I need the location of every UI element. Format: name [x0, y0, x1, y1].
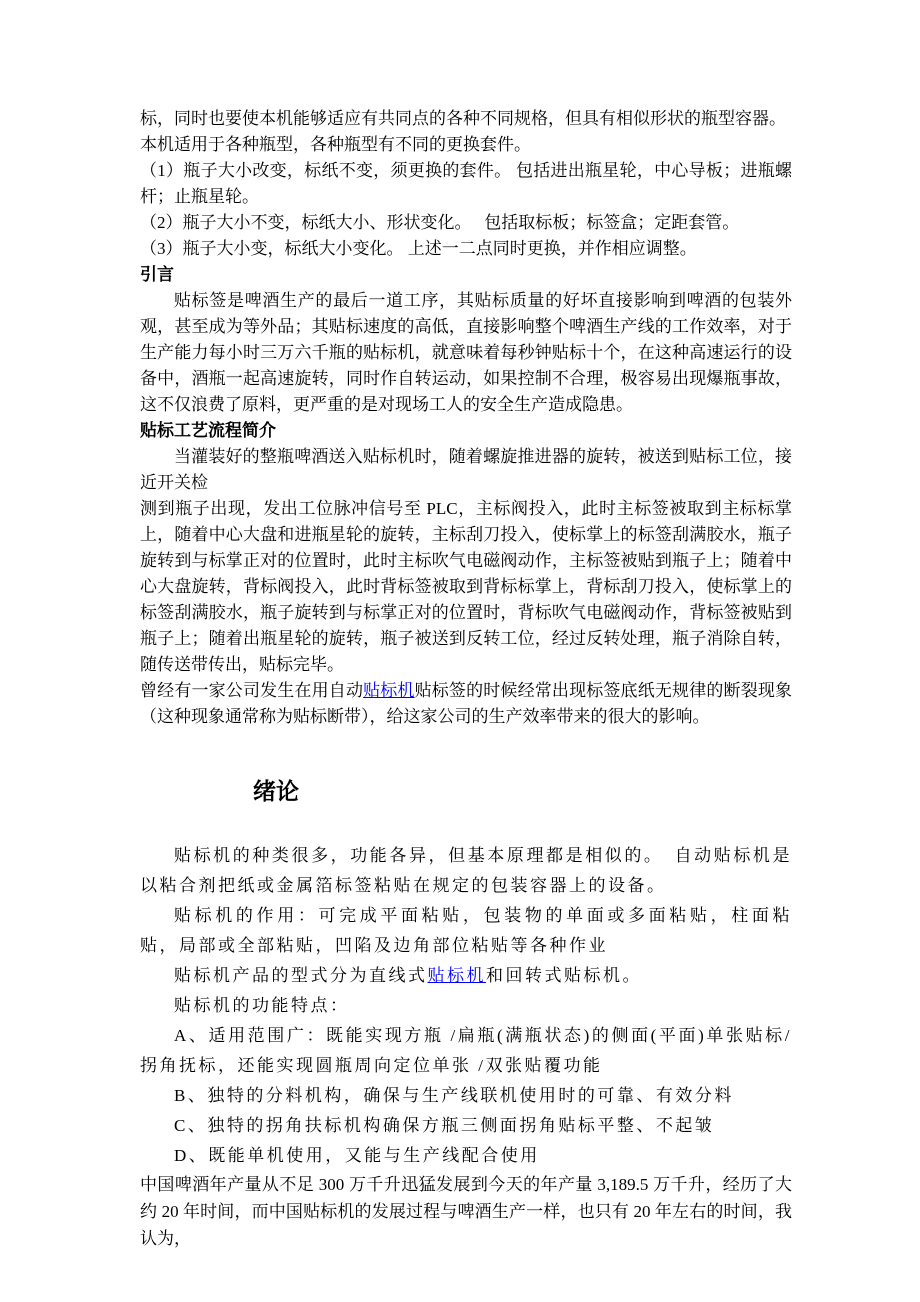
process-paragraph-1: 当灌装好的整瓶啤酒送入贴标机时，随着螺旋推进器的旋转，被送到贴标工位，接近开关检 — [140, 447, 792, 492]
tiebiaoji-hyperlink[interactable]: 贴标机 — [363, 681, 415, 700]
anecdote-text-after: 贴标签的时候经常出现标签底纸无规律的断裂现象（这种现象通常称为贴标断带），给这家公司的生产效率带来的很大的影响。 — [140, 681, 793, 726]
tiebiaoji-hyperlink-2[interactable]: 贴标机 — [427, 966, 486, 985]
overview-paragraph-2: 贴标机的作用：可完成平面粘贴，包装物的单面或多面粘贴，柱面粘贴，局部或全部粘贴，凹陷及边角部位粘贴等各种作业 — [140, 906, 792, 955]
overview-paragraph-3 — [140, 961, 792, 991]
process-anecdote-paragraph — [140, 678, 792, 730]
feature-item-b: B、独特的分料机构，确保与生产线联机使用时的可靠、有效分料 — [174, 1086, 734, 1105]
introduction-paragraph: 贴标签是啤酒生产的最后一道工序，其贴标质量的好坏直接影响到啤酒的包装外观，甚至成为等外品；其贴标速度的高低，直接影响整个啤酒生产线的工作效率，对于生产能力每小时三万六千瓶的贴标机，就意味着每秒钟贴标十个，在这种高速运行的设备中，酒瓶一起高速旋转，同时作自转运动，如果控制不合理，极容易出现爆瓶事故，这不仅浪费了原料，更严重的是对现场工人的安全生产造成隐患。 — [140, 291, 792, 414]
preamble-item-1: （1）瓶子大小改变，标纸不变，须更换的套件。 包括进出瓶星轮，中心导板；进瓶螺杆；止瓶星轮。 — [140, 161, 792, 206]
closing-paragraph: 中国啤酒年产量从不足 300 万千升迅猛发展到今天的年产量 3,189.5 万千升，经历了大约 20 年时间，而中国贴标机的发展过程与啤酒生产一样，也只有 20 年左右的时间，我认为， — [140, 1175, 792, 1248]
feature-item-a: A、适用范围广：既能实现方瓶 /扁瓶(满瓶状态)的侧面(平面)单张贴标/拐角抚标，还能实现圆瓶周向定位单张 /双张贴覆功能 — [140, 1026, 792, 1075]
process-heading: 贴标工艺流程简介 — [140, 421, 276, 440]
preamble-line: 本机适用于各种瓶型，各种瓶型有不同的更换套件。 — [140, 135, 531, 154]
overview-text-after: 和回转式贴标机。 — [486, 966, 642, 985]
introduction-heading: 引言 — [140, 265, 174, 284]
anecdote-text-before: 曾经有一家公司发生在用自动 — [140, 681, 364, 700]
overview-paragraph-4: 贴标机的功能特点： — [174, 996, 350, 1015]
overview-text-before: 贴标机产品的型式分为直线式 — [174, 966, 428, 985]
process-paragraph-2: 测到瓶子出现，发出工位脉冲信号至 PLC，主标阀投入，此时主标签被取到主标标掌上，随着中心大盘和进瓶星轮的旋转，主标刮刀投入，使标掌上的标签刮满胶水，瓶子旋转到与标掌正对的位置时，此时主标吹气电磁阀动作，主标签被贴到瓶子上；随着中心大盘旋转，背标阀投入，此时背标签被取到背标标掌上，背标刮刀投入，使标掌上的标签刮满胶水，瓶子旋转到与标掌正对的位置时，背标吹气电磁阀动作，背标签被贴到瓶子上；随着出瓶星轮的旋转，瓶子被送到反转工位，经过反转处理，瓶子消除自转，随传送带传出，贴标完毕。 — [140, 499, 792, 674]
overview-paragraph-1: 贴标机的种类很多，功能各异，但基本原理都是相似的。 自动贴标机是以粘合剂把纸或金属箔标签粘贴在规定的包装容器上的设备。 — [140, 846, 792, 895]
preamble-item-2: （2）瓶子大小不变，标纸大小、形状变化。 包括取标板；标签盒；定距套管。 — [140, 213, 740, 232]
document-content — [140, 106, 792, 1252]
feature-item-c: C、独特的拐角扶标机构确保方瓶三侧面拐角贴标平整、不起皱 — [174, 1116, 715, 1135]
preamble-item-3: （3）瓶子大小变，标纸大小变化。 上述一二点同时更换，并作相应调整。 — [140, 239, 697, 258]
preamble-line: 标，同时也要使本机能够适应有共同点的各种不同规格，但具有相似形状的瓶型容器。 — [140, 109, 786, 128]
feature-item-d: D、既能单机使用，又能与生产线配合使用 — [174, 1146, 540, 1165]
overview-chapter-heading: 绪论 — [253, 779, 299, 804]
